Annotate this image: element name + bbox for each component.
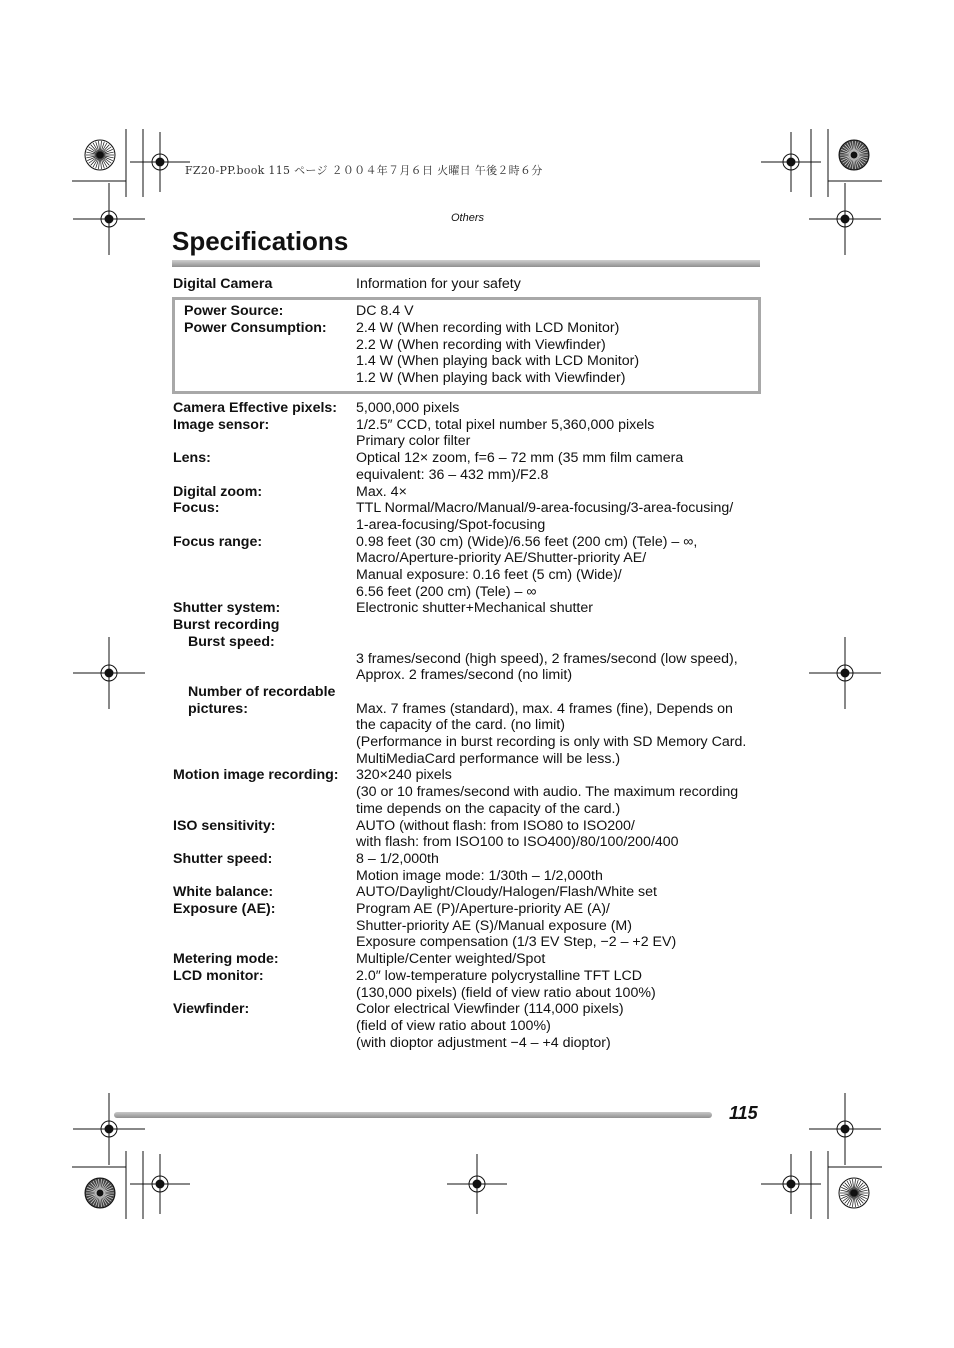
spec-label: Burst speed:	[188, 633, 275, 650]
spec-value: Optical 12× zoom, f=6 – 72 mm (35 mm film camera	[356, 450, 684, 467]
spec-value: MultiMediaCard performance will be less.)	[356, 750, 621, 767]
spec-label: Shutter speed:	[173, 850, 273, 867]
spec-value: 320×240 pixels	[356, 767, 452, 784]
spec-label: Metering mode:	[173, 951, 279, 968]
spec-label: Focus range:	[173, 533, 263, 550]
footer-rule	[114, 1112, 712, 1118]
spec-value: Manual exposure: 0.16 feet (5 cm) (Wide)/	[356, 567, 622, 583]
spec-label: ISO sensitivity:	[173, 817, 276, 834]
power-consumption-value: 1.4 W (When playing back with LCD Monitor)	[356, 353, 640, 369]
page-number: 115	[729, 1103, 758, 1123]
spec-value: Motion image mode: 1/30th – 1/2,000th	[356, 867, 603, 884]
spec-value: (130,000 pixels) (field of view ratio about 100%)	[356, 984, 656, 1001]
spec-value: time depends on the capacity of the card.)	[356, 800, 621, 817]
safety-info-heading: Information for your safety	[356, 276, 521, 292]
spec-value: with flash: from ISO100 to ISO400)/80/100/200/400	[356, 834, 679, 851]
spec-value: 1-area-focusing/Spot-focusing	[356, 516, 546, 533]
spec-value: AUTO/Daylight/Cloudy/Halogen/Flash/White set	[356, 884, 657, 901]
spec-value: the capacity of the card. (no limit)	[356, 717, 565, 734]
spec-value: 0.98 feet (30 cm) (Wide)/6.56 feet (200 cm) (Tele) – ∞,	[356, 533, 698, 550]
title-rule	[172, 260, 760, 267]
spec-label: Image sensor:	[173, 416, 270, 433]
spec-label: Exposure (AE):	[173, 901, 276, 917]
spec-value: 3 frames/second (high speed), 2 frames/second (low speed),	[356, 650, 738, 667]
spec-value: (field of view ratio about 100%)	[356, 1017, 551, 1034]
page-title: Specifications	[172, 226, 349, 256]
section-label: Others	[451, 212, 485, 224]
spec-value: Macro/Aperture-priority AE/Shutter-priority AE/	[356, 550, 647, 567]
spec-label: White balance:	[173, 884, 274, 901]
digital-camera-label: Digital Camera	[173, 276, 273, 292]
spec-label: Number of recordable	[188, 683, 336, 700]
spec-label: LCD monitor:	[173, 967, 264, 984]
spec-label: Digital zoom:	[173, 483, 263, 500]
spec-value: 1/2.5″ CCD, total pixel number 5,360,000 pixels	[356, 416, 655, 433]
spec-label: Shutter system:	[173, 600, 281, 617]
power-consumption-value: 2.2 W (When recording with Viewfinder)	[356, 337, 606, 353]
spec-value: Exposure compensation (1/3 EV Step, −2 – +2 EV)	[356, 934, 677, 951]
printer-slug-line: FZ20-PP.book 115 ページ ２００４年７月６日 火曜日 午後２時６分	[185, 164, 543, 177]
power-consumption-label: Power Consumption:	[184, 320, 327, 336]
spec-value: 2.0″ low-temperature polycrystalline TFT LCD	[356, 967, 642, 984]
spec-label: Lens:	[173, 450, 211, 467]
spec-value: TTL Normal/Macro/Manual/9-area-focusing/3-area-focusing/	[356, 500, 734, 517]
spec-value: Program AE (P)/Aperture-priority AE (A)/	[356, 901, 610, 917]
power-consumption-value: 1.2 W (When playing back with Viewfinder)	[356, 370, 626, 386]
spec-value: Max. 7 frames (standard), max. 4 frames (fine), Depends on	[356, 700, 733, 717]
spec-label: Focus:	[173, 500, 220, 517]
spec-value: equivalent: 36 – 432 mm)/F2.8	[356, 466, 549, 483]
spec-label: Motion image recording:	[173, 767, 339, 784]
spec-value: 8 – 1/2,000th	[356, 850, 439, 867]
spec-value: 6.56 feet (200 cm) (Tele) – ∞	[356, 583, 537, 600]
spec-value: Max. 4×	[356, 483, 407, 500]
spec-label: Burst recording	[173, 617, 280, 634]
spec-value: Color electrical Viewfinder (114,000 pixels)	[356, 1001, 624, 1018]
power-source-label: Power Source:	[184, 303, 284, 319]
spec-label: Viewfinder:	[173, 1001, 250, 1018]
power-source-value: DC 8.4 V	[356, 303, 414, 319]
spec-value: 5,000,000 pixels	[356, 400, 460, 416]
spec-label: pictures:	[188, 700, 248, 717]
spec-value: (with dioptor adjustment −4 – +4 dioptor)	[356, 1034, 611, 1051]
spec-value: AUTO (without flash: from ISO80 to ISO200/	[356, 817, 635, 834]
spec-value: (Performance in burst recording is only with SD Memory Card.	[356, 734, 747, 750]
spec-value: Primary color filter	[356, 433, 471, 450]
spec-label: Camera Effective pixels:	[173, 400, 338, 416]
power-consumption-value: 2.4 W (When recording with LCD Monitor)	[356, 320, 620, 336]
spec-value: Electronic shutter+Mechanical shutter	[356, 600, 593, 617]
spec-value: Multiple/Center weighted/Spot	[356, 951, 546, 968]
spec-value: Approx. 2 frames/second (no limit)	[356, 667, 573, 684]
spec-value: Shutter-priority AE (S)/Manual exposure (M)	[356, 917, 632, 934]
spec-value: (30 or 10 frames/second with audio. The maximum recording	[356, 784, 739, 801]
